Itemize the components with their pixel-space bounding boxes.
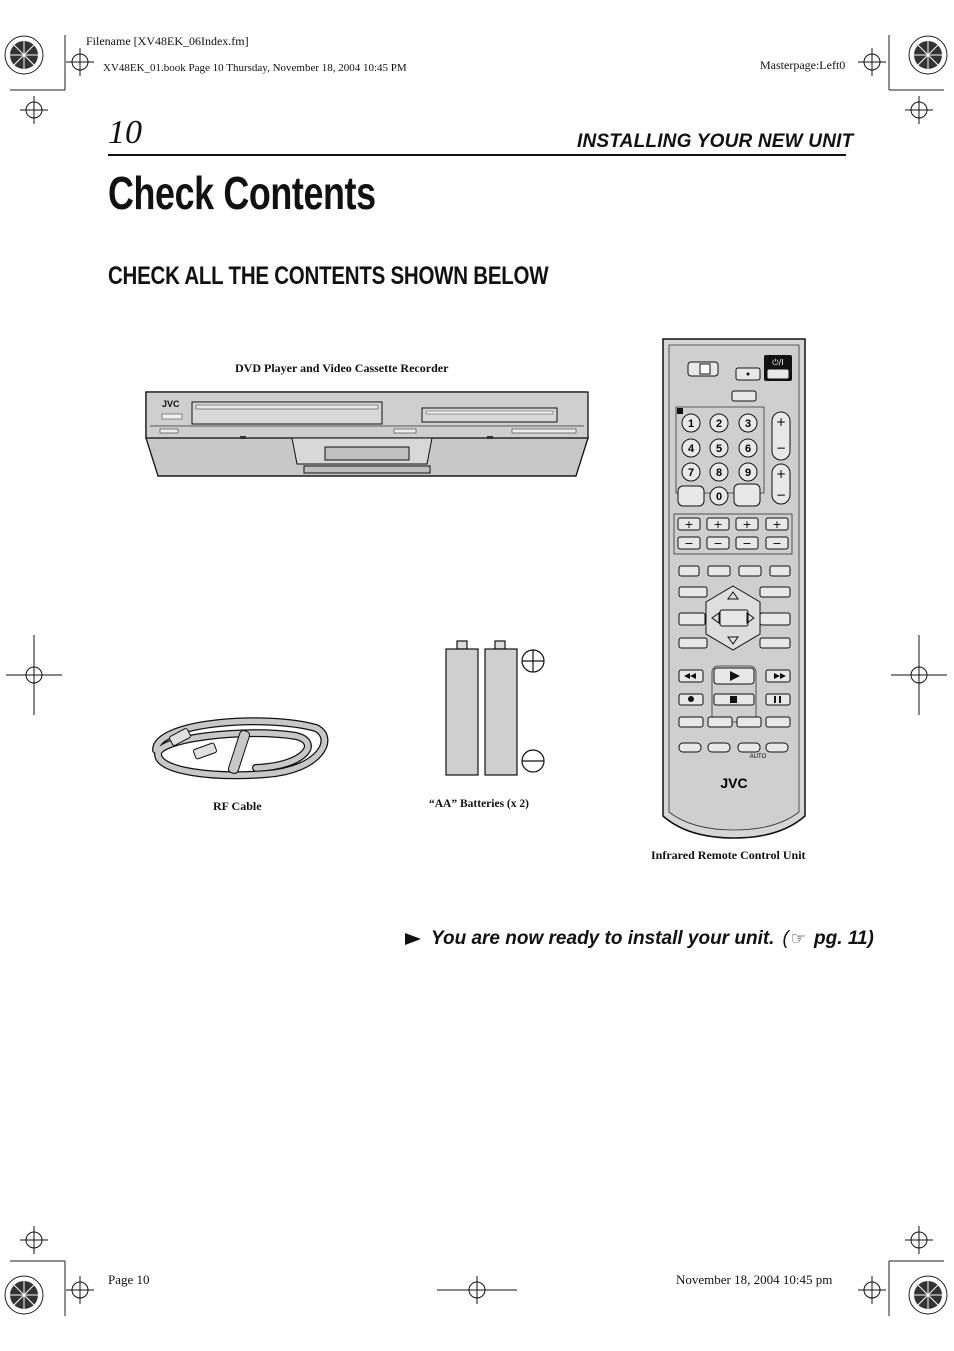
header-filename: Filename [XV48EK_06Index.fm] <box>86 34 249 48</box>
section-heading: INSTALLING YOUR NEW UNIT <box>577 131 854 152</box>
svg-text:−: − <box>772 537 782 550</box>
ready-page-ref: pg. 11) <box>814 928 874 949</box>
svg-text:+: + <box>684 518 694 531</box>
vcr-caption: DVD Player and Video Cassette Recorder <box>235 361 449 375</box>
ready-ref-open: ( <box>782 928 789 949</box>
header-rule <box>108 154 846 156</box>
remote-key-label: 7 <box>687 467 695 479</box>
remote-power-label: ⏻/I <box>772 358 784 367</box>
svg-text:−: − <box>775 441 787 455</box>
svg-text:−: − <box>713 537 723 550</box>
vcr-brand-logo: JVC <box>162 399 180 409</box>
svg-text:+: + <box>713 518 723 531</box>
remote-key-label: 9 <box>744 467 752 479</box>
remote-key-label: 1 <box>687 418 695 430</box>
remote-key-label: 5 <box>715 443 723 455</box>
remote-key-label: 0 <box>715 491 723 503</box>
svg-text:+: + <box>772 518 782 531</box>
remote-key-label: 4 <box>687 443 695 455</box>
remote-caption: Infrared Remote Control Unit <box>651 848 806 862</box>
play-arrow-icon <box>403 931 423 947</box>
remote-key-label: 6 <box>744 443 752 455</box>
batteries-caption: “AA” Batteries (x 2) <box>429 798 529 810</box>
svg-text:−: − <box>742 537 752 550</box>
svg-text:+: + <box>775 467 787 481</box>
remote-key-label: 3 <box>744 418 752 430</box>
header-masterpage: Masterpage:Left0 <box>760 58 846 72</box>
remote-key-label: 8 <box>715 467 723 479</box>
page-subtitle: CHECK ALL THE CONTENTS SHOWN BELOW <box>108 262 549 290</box>
rf-cable-caption: RF Cable <box>213 799 262 813</box>
remote-key-label: 2 <box>715 418 723 430</box>
svg-text:−: − <box>775 488 787 502</box>
pointing-hand-icon: ☞ <box>790 929 807 949</box>
ready-text: You are now ready to install your unit. <box>431 928 775 949</box>
svg-text:−: − <box>684 537 694 550</box>
header-book-info: XV48EK_01.book Page 10 Thursday, November 18, 2004 10:45 PM <box>103 62 407 74</box>
batteries-illustration <box>442 638 552 778</box>
remote-brand-logo: JVC <box>720 775 748 791</box>
footer-page: Page 10 <box>108 1272 150 1287</box>
footer-date: November 18, 2004 10:45 pm <box>676 1272 833 1287</box>
rf-cable-illustration <box>146 710 331 785</box>
svg-text:+: + <box>742 518 752 531</box>
page-title: Check Contents <box>108 167 376 219</box>
page-number: 10 <box>108 114 142 151</box>
remote-control-illustration <box>660 336 810 841</box>
vcr-illustration <box>142 388 592 488</box>
ready-line <box>403 928 874 950</box>
svg-text:+: + <box>775 415 787 429</box>
remote-auto-label: AUTO <box>749 754 767 760</box>
